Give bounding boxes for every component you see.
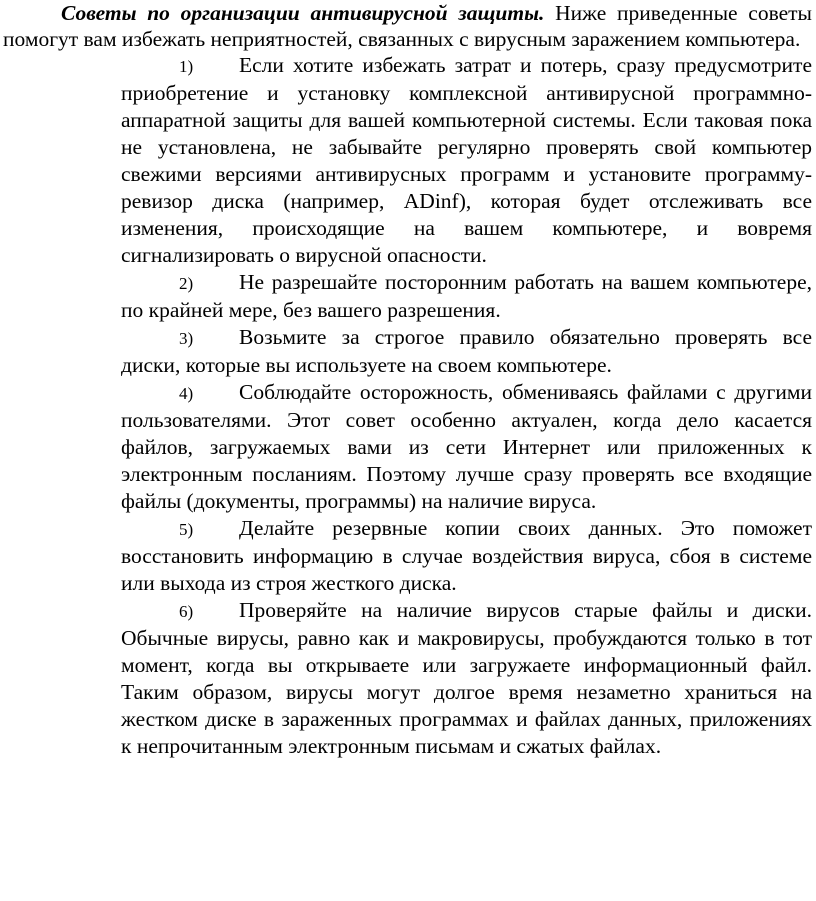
tip-text: Если хотите избежать затрат и потерь, сразу предусмотрите приобретение и установку комплексной антивирусной программно-аппаратной защиты для вашей компьютерной системы. Если таковая пока не установлена, не забывайте регулярно проверять свой компьютер свежими версиями антивирусных программ и установите программу-ревизор диска (например, ADinf), которая будет отслеживать все изменения, происходящие на вашем компьютере, и вовремя сигнализировать о вирусной опасности.	[121, 53, 812, 267]
tip-item	[121, 269, 812, 324]
tip-text: Возьмите за строгое правило обязательно проверять все диски, которые вы используете на своем компьютере.	[121, 325, 812, 377]
tip-number: 1)	[179, 57, 194, 76]
tip-text: Проверяйте на наличие вирусов старые файлы и диски. Обычные вирусы, равно как и макровирусы, пробуждаются только в тот момент, когда вы открываете или загружаете информационный файл. Таким образом, вирусы могут долгое время незаметно храниться на жестком диске в зараженных программах и файлах данных, приложениях к непрочитанным электронным письмам и сжатых файлах.	[121, 598, 812, 758]
tip-item	[121, 52, 812, 269]
tip-item	[121, 379, 812, 515]
tip-item	[121, 515, 812, 597]
tip-number: 5)	[179, 520, 194, 539]
tip-number: 4)	[179, 384, 194, 403]
intro-paragraph	[0, 0, 816, 52]
tip-item	[121, 597, 812, 760]
tip-item	[121, 324, 812, 379]
tip-text: Не разрешайте посторонним работать на вашем компьютере, по крайней мере, без вашего разрешения.	[121, 270, 812, 322]
tips-list	[0, 52, 816, 760]
tip-number: 3)	[179, 329, 194, 348]
tip-number: 6)	[179, 602, 194, 621]
intro-title: Советы по организации антивирусной защиты.	[61, 1, 545, 25]
tip-text: Делайте резервные копии своих данных. Это поможет восстановить информацию в случае воздействия вируса, сбоя в системе или выхода из строя жесткого диска.	[121, 516, 812, 595]
intro-text: Ниже приведенные советы помогут вам избежать неприятностей, связанных с вирусным заражением компьютера.	[3, 1, 812, 51]
tip-text: Соблюдайте осторожность, обмениваясь файлами с другими пользователями. Этот совет особенно актуален, когда дело касается файлов, загружаемых вами из сети Интернет или приложенных к электронным посланиям. Поэтому лучше сразу проверять все входящие файлы (документы, программы) на наличие вируса.	[121, 380, 812, 513]
tip-number: 2)	[179, 274, 194, 293]
